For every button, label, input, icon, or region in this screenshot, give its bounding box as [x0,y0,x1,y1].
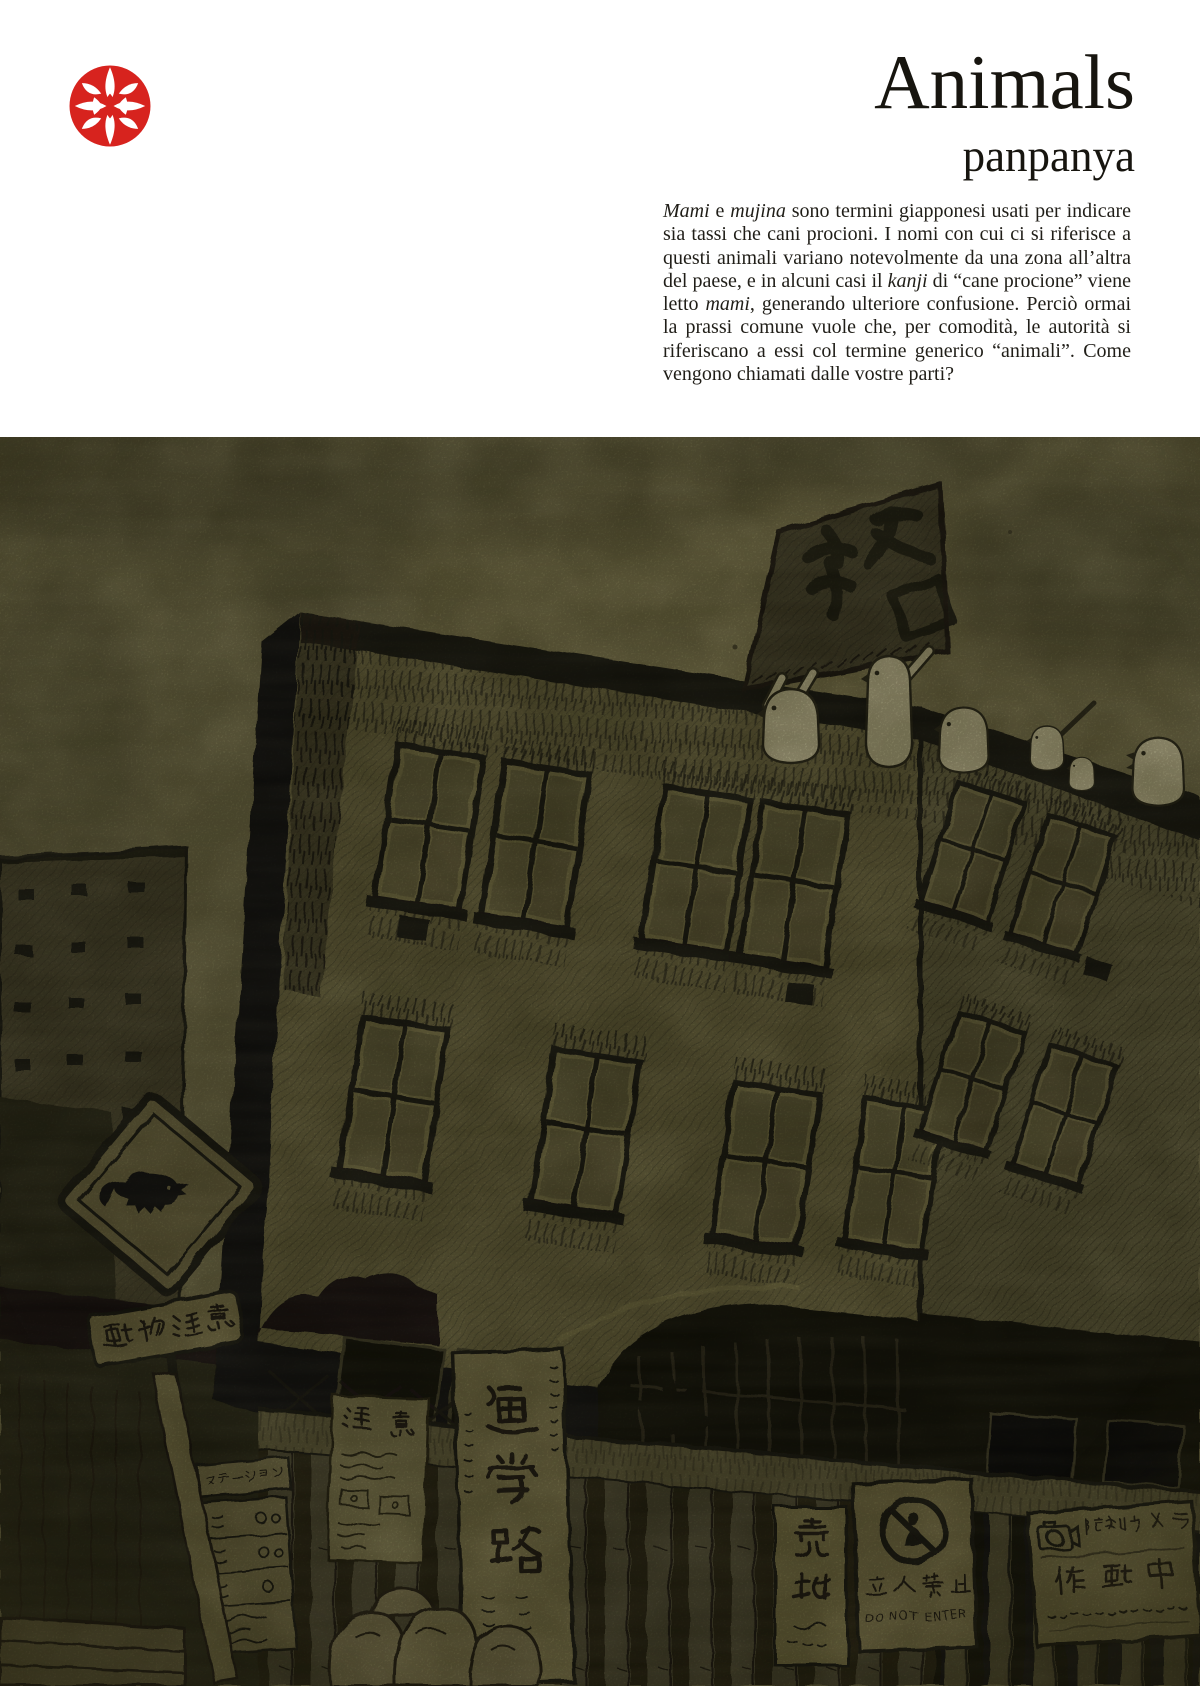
book-title: Animals [874,39,1135,125]
publisher-logo-icon [66,62,154,150]
intro-paragraph: Mami e mujina sono termini giapponesi usati per indicare sia tassi che cani procioni. I nomi con cui ci si riferisce a questi animali variano notevolmente da una zona all’altra del paese, e in alcuni casi il kanji di “cane procione” viene letto mami, generando ulteriore confusione. Perciò ormai la prassi comune vuole che, per comodità, le autorità si riferiscano a essi col termine generico “animali”. Come vengono chiamati dalle vostre parti? [663,200,1131,386]
cover-illustration [0,437,1200,1686]
book-author: panpanya [962,131,1135,181]
vignette [0,437,1200,1686]
